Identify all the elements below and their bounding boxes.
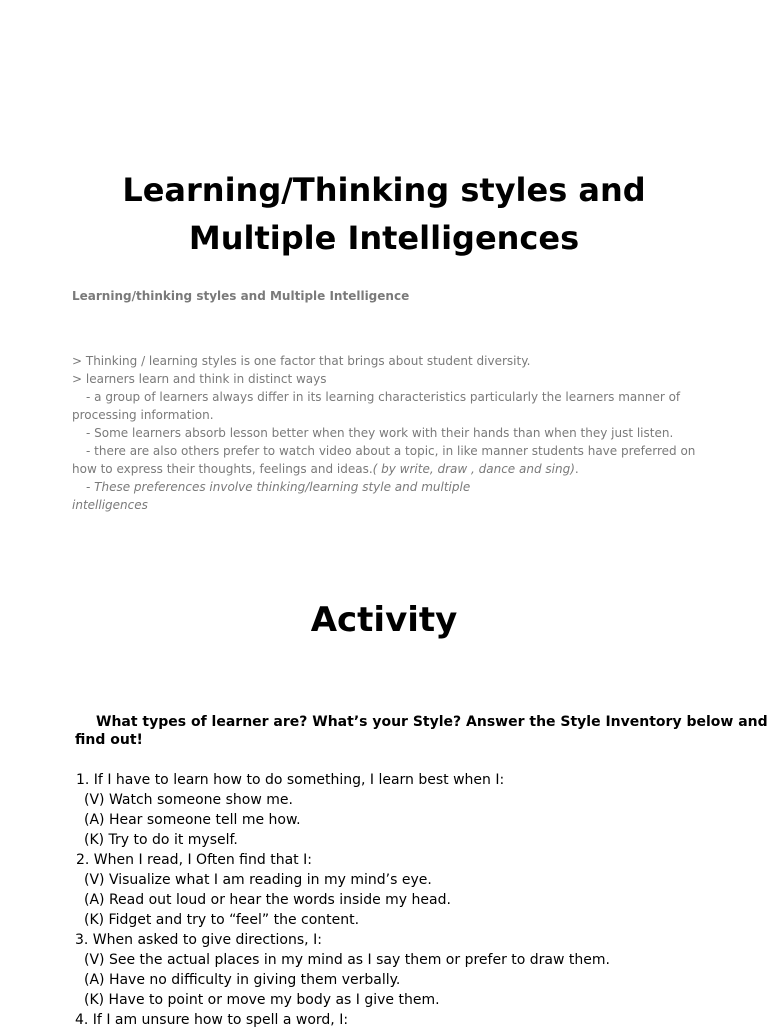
answer-option: (A) Have no difficulty in giving them verbally. (84, 972, 401, 988)
intro-line (72, 460, 695, 478)
style-inventory (75, 770, 610, 1030)
document-title (0, 166, 768, 262)
intro-line: > Thinking / learning styles is one factor that brings about student diversity. (72, 354, 531, 368)
answer-option: (V) Watch someone show me. (84, 792, 293, 808)
answer-option: (K) Try to do it myself. (84, 832, 238, 848)
answer-option: (A) Read out loud or hear the words inside my head. (84, 892, 451, 908)
question: 4. If I am unsure how to spell a word, I: (75, 1012, 349, 1028)
question: 2. When I read, I Often find that I: (76, 852, 312, 868)
answer-option: (V) See the actual places in my mind as I say them or prefer to draw them. (84, 952, 610, 968)
intro-line-text: how to express their thoughts, feelings and ideas. (72, 462, 373, 476)
intro-line-end: . (574, 462, 579, 476)
title-line-2: Multiple Intelligences (188, 219, 580, 257)
answer-option: (A) Hear someone tell me how. (84, 812, 301, 828)
intro-line: - Some learners absorb lesson better when they work with their hands than when they just listen. (86, 426, 674, 440)
question: 1. If I have to learn how to do something, I learn best when I: (76, 772, 505, 788)
intro-line: intelligences (72, 498, 148, 512)
answer-option: (K) Have to point or move my body as I give them. (84, 992, 440, 1008)
answer-option: (V) Visualize what I am reading in my mind’s eye. (84, 872, 432, 888)
question: 3. When asked to give directions, I: (75, 932, 322, 948)
intro-line: processing information. (72, 408, 214, 422)
intro-line: > learners learn and think in distinct ways (72, 372, 327, 386)
section-subtitle: Learning/thinking styles and Multiple Intelligence (72, 289, 410, 303)
intro-text (72, 352, 695, 514)
title-line-1: Learning/Thinking styles and (122, 171, 646, 209)
prompt-line-2: find out! (75, 732, 143, 748)
intro-line: - These preferences involve thinking/learning style and multiple (86, 480, 471, 494)
intro-line-italic: ( by write, draw , dance and sing) (372, 462, 575, 476)
activity-prompt (75, 713, 768, 749)
answer-option: (K) Fidget and try to “feel” the content. (84, 912, 360, 928)
intro-line: - a group of learners always differ in its learning characteristics particularly the learners manner of (86, 390, 681, 404)
activity-heading: Activity (310, 600, 458, 640)
prompt-line-1: What types of learner are? What’s your Style? Answer the Style Inventory below and (96, 714, 768, 730)
intro-line: - there are also others prefer to watch video about a topic, in like manner students have preferred on (86, 444, 696, 458)
